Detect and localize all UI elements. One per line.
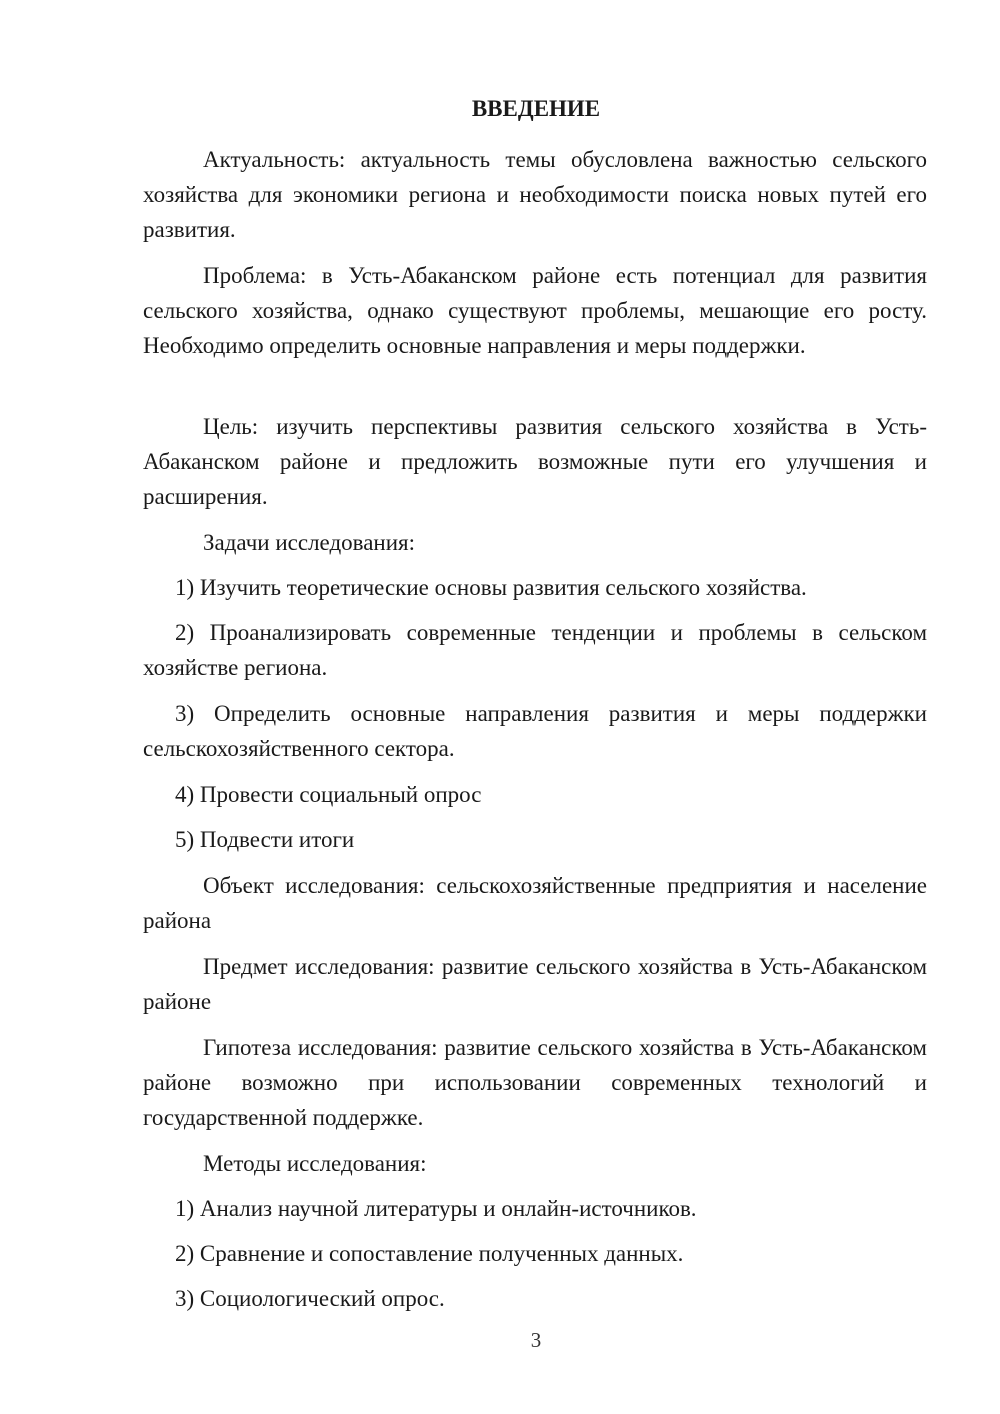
method-item: 3) Социологический опрос. bbox=[175, 1286, 445, 1311]
task-item: 5) Подвести итоги bbox=[175, 827, 355, 852]
object-paragraph: Объект исследования: сельскохозяйственные предприятия и население района bbox=[143, 873, 927, 933]
page-number: 3 bbox=[530, 1328, 542, 1352]
task-item: 1) Изучить теоретические основы развития сельского хозяйства. bbox=[175, 575, 807, 600]
relevance-paragraph: Актуальность: актуальность темы обусловлена важностью сельского хозяйства для экономики региона и необходимости поиска новых путей его развития. bbox=[143, 147, 927, 242]
subject-paragraph: Предмет исследования: развитие сельского хозяйства в Усть-Абаканском районе bbox=[143, 954, 927, 1014]
method-item: 2) Сравнение и сопоставление полученных данных. bbox=[175, 1241, 684, 1266]
goal-paragraph: Цель: изучить перспективы развития сельского хозяйства в Усть-Абаканском районе и предложить возможные пути его улучшения и расширения. bbox=[143, 414, 927, 509]
task-item: 2) Проанализировать современные тенденции и проблемы в сельском хозяйстве региона. bbox=[143, 620, 927, 680]
task-item: 3) Определить основные направления развития и меры поддержки сельскохозяйственного сектора. bbox=[143, 701, 927, 761]
method-item: 1) Анализ научной литературы и онлайн-источников. bbox=[175, 1196, 697, 1221]
tasks-heading: Задачи исследования: bbox=[203, 530, 416, 555]
hypothesis-paragraph: Гипотеза исследования: развитие сельского хозяйства в Усть-Абаканском районе возможно при использовании современных технологий и государственной поддержке. bbox=[143, 1035, 927, 1130]
task-item: 4) Провести социальный опрос bbox=[175, 782, 482, 807]
problem-paragraph: Проблема: в Усть-Абаканском районе есть потенциал для развития сельского хозяйства, однако существуют проблемы, мешающие его росту. Необходимо определить основные направления и меры поддержки. bbox=[143, 263, 927, 358]
page-title: ВВЕДЕНИЕ bbox=[471, 96, 601, 121]
methods-heading: Методы исследования: bbox=[203, 1151, 427, 1176]
